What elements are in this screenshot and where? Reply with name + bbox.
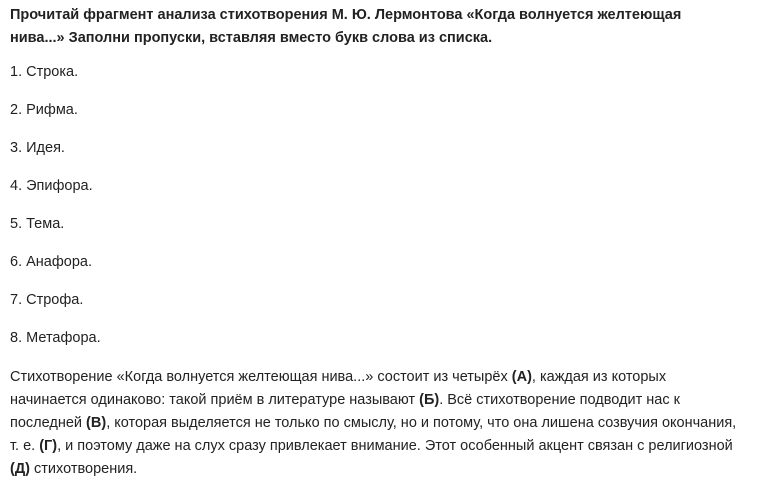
blank-marker-v: (В) — [86, 415, 107, 431]
blank-marker-g: (Г) — [39, 438, 58, 454]
blank-marker-d: (Д) — [10, 461, 30, 477]
blank-marker-b: (Б) — [419, 392, 440, 408]
blank-marker-a: (А) — [511, 369, 532, 385]
paragraph-text: стихотворения. — [30, 461, 138, 477]
option-item: 2. Рифма. — [10, 102, 78, 118]
option-item: 3. Идея. — [10, 140, 65, 156]
option-item: 4. Эпифора. — [10, 178, 93, 194]
option-item: 1. Строка. — [10, 64, 79, 80]
paragraph-text: , и поэтому даже на слух сразу привлекает внимание. Этот особенный акцент связан с религиозной — [57, 438, 733, 454]
paragraph-text: Стихотворение «Когда волнуется желтеющая нива...» состоит из четырёх — [10, 369, 512, 385]
paragraph-text: . Всё стихотворение подводит нас к последней — [10, 392, 680, 431]
paragraph-text: , каждая из которых начинается одинаково: такой приём в литературе называют — [10, 369, 667, 408]
option-item: 6. Анафора. — [10, 254, 93, 270]
paragraph-text: , которая выделяется не только по смыслу, но и потому, что она лишена созвучия окончания, т. е. — [10, 415, 737, 454]
option-item: 5. Тема. — [10, 216, 65, 232]
analysis-paragraph — [10, 366, 740, 481]
option-item: 8. Метафора. — [10, 330, 101, 346]
options-list — [10, 60, 774, 364]
instruction-text: Прочитай фрагмент анализа стихотворения М. Ю. Лермонтова «Когда волнуется желтеющая нива...» Заполни пропуски, вставляя вместо букв слова из списка. — [10, 7, 682, 46]
option-item: 7. Строфа. — [10, 292, 84, 308]
